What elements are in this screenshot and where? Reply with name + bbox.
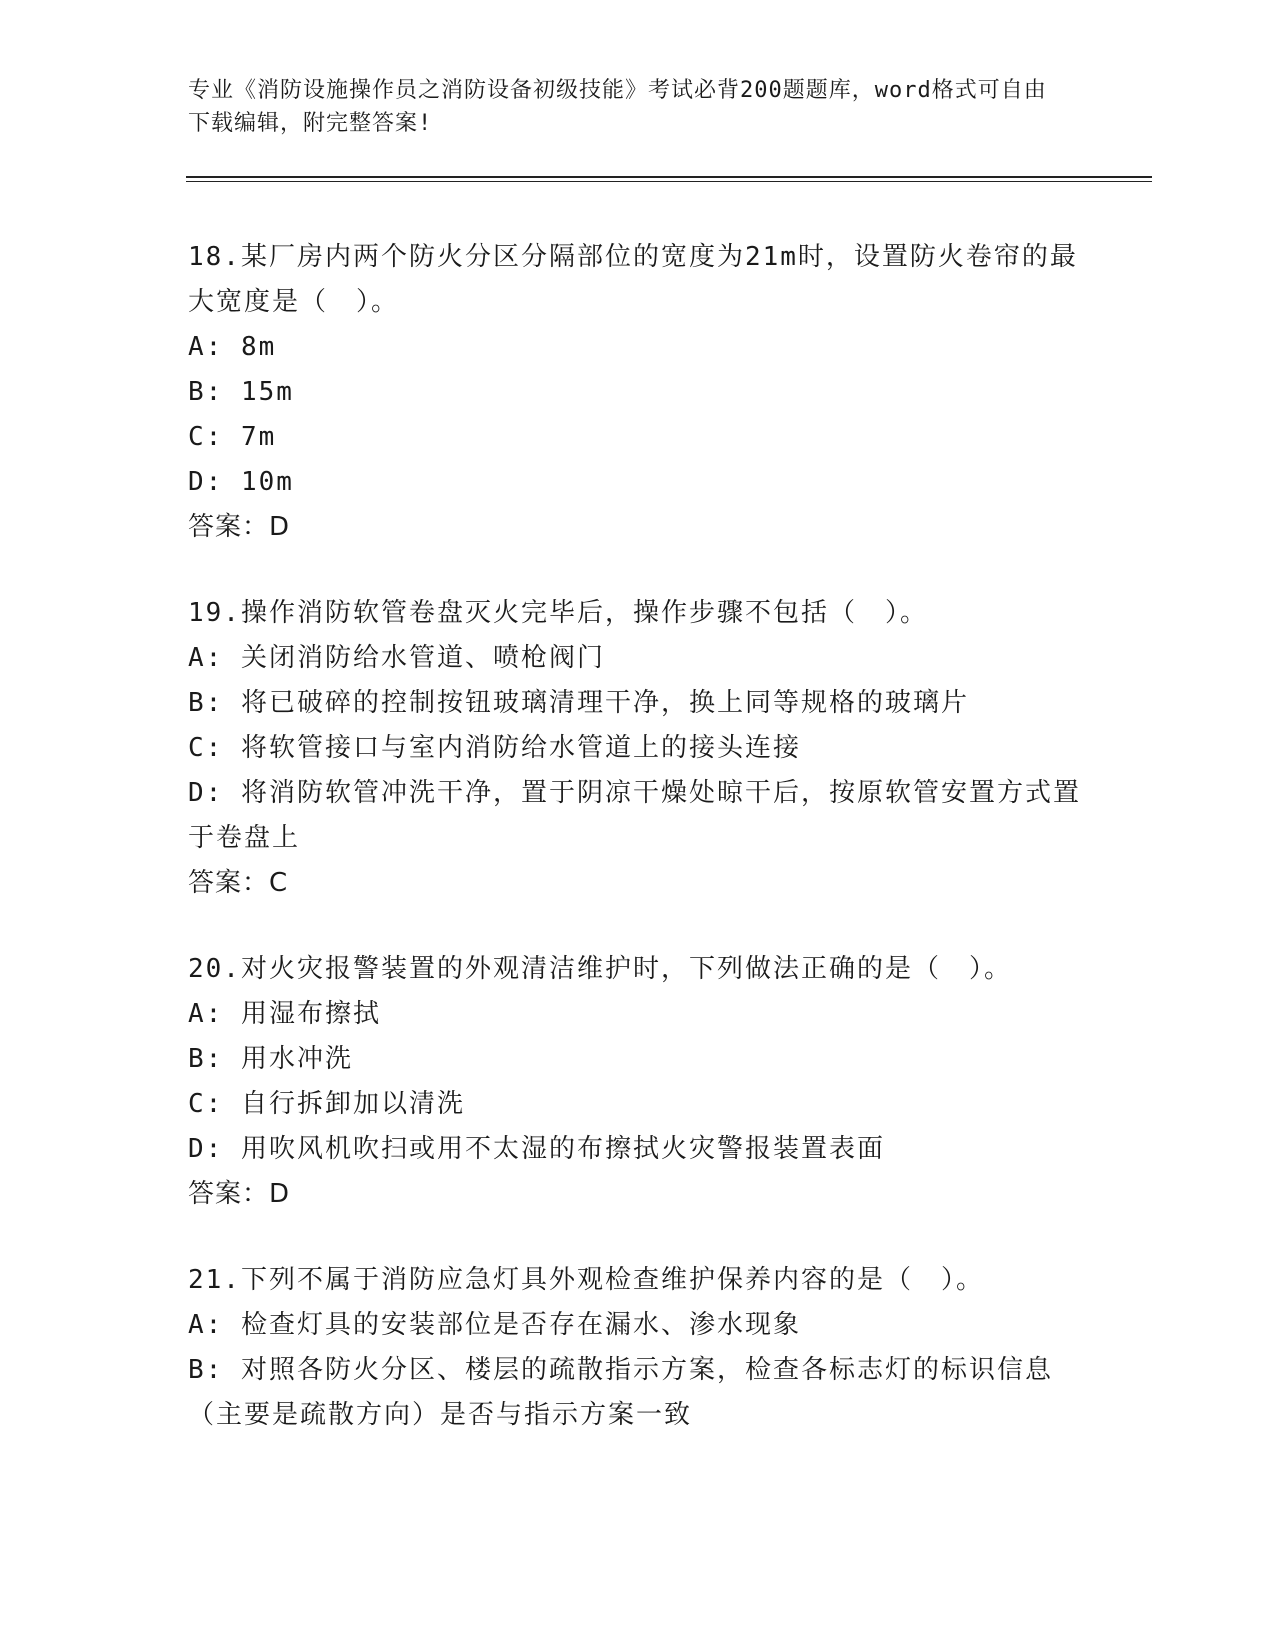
option-a: A: 用湿布擦拭 bbox=[188, 999, 381, 1029]
option-a: A: 关闭消防给水管道、喷枪阀门 bbox=[188, 643, 605, 673]
document-header bbox=[188, 74, 1068, 140]
option-c: C: 7m bbox=[188, 422, 277, 452]
option-b: B: 对照各防火分区、楼层的疏散指示方案，检查各标志灯的标识信息（主要是疏散方向）是否与指示方案一致 bbox=[188, 1355, 1053, 1430]
question-21 bbox=[188, 1258, 1088, 1438]
header-divider-thin bbox=[186, 181, 1152, 182]
question-19 bbox=[188, 591, 1088, 906]
question-18 bbox=[188, 235, 1088, 550]
header-intro-text: 专业《消防设施操作员之消防设备初级技能》考试必背200题题库，word格式可自由下载编辑，附完整答案! bbox=[188, 78, 1047, 136]
option-b: B: 将已破碎的控制按钮玻璃清理干净，换上同等规格的玻璃片 bbox=[188, 688, 969, 718]
answer-line: 答案：D bbox=[188, 512, 291, 542]
option-d: D: 10m bbox=[188, 467, 294, 497]
question-20 bbox=[188, 947, 1088, 1217]
option-d: D: 用吹风机吹扫或用不太湿的布擦拭火灾警报装置表面 bbox=[188, 1134, 885, 1164]
answer-line: 答案：C bbox=[188, 868, 289, 898]
option-d: D: 将消防软管冲洗干净，置于阴凉干燥处晾干后，按原软管安置方式置于卷盘上 bbox=[188, 778, 1081, 853]
option-a: A: 检查灯具的安装部位是否存在漏水、渗水现象 bbox=[188, 1310, 801, 1340]
option-b: B: 用水冲洗 bbox=[188, 1044, 353, 1074]
header-divider bbox=[186, 176, 1152, 178]
question-list bbox=[188, 235, 1088, 1479]
question-stem: 20.对火灾报警装置的外观清洁维护时，下列做法正确的是（ ）。 bbox=[188, 954, 1012, 984]
question-stem: 18.某厂房内两个防火分区分隔部位的宽度为21m时，设置防火卷帘的最大宽度是（ ）。 bbox=[188, 242, 1078, 317]
option-a: A: 8m bbox=[188, 332, 277, 362]
question-stem: 21.下列不属于消防应急灯具外观检查维护保养内容的是（ ）。 bbox=[188, 1265, 984, 1295]
option-b: B: 15m bbox=[188, 377, 294, 407]
answer-line: 答案：D bbox=[188, 1179, 291, 1209]
question-stem: 19.操作消防软管卷盘灭火完毕后，操作步骤不包括（ ）。 bbox=[188, 598, 928, 628]
option-c: C: 自行拆卸加以清洗 bbox=[188, 1089, 465, 1119]
option-c: C: 将软管接口与室内消防给水管道上的接头连接 bbox=[188, 733, 801, 763]
